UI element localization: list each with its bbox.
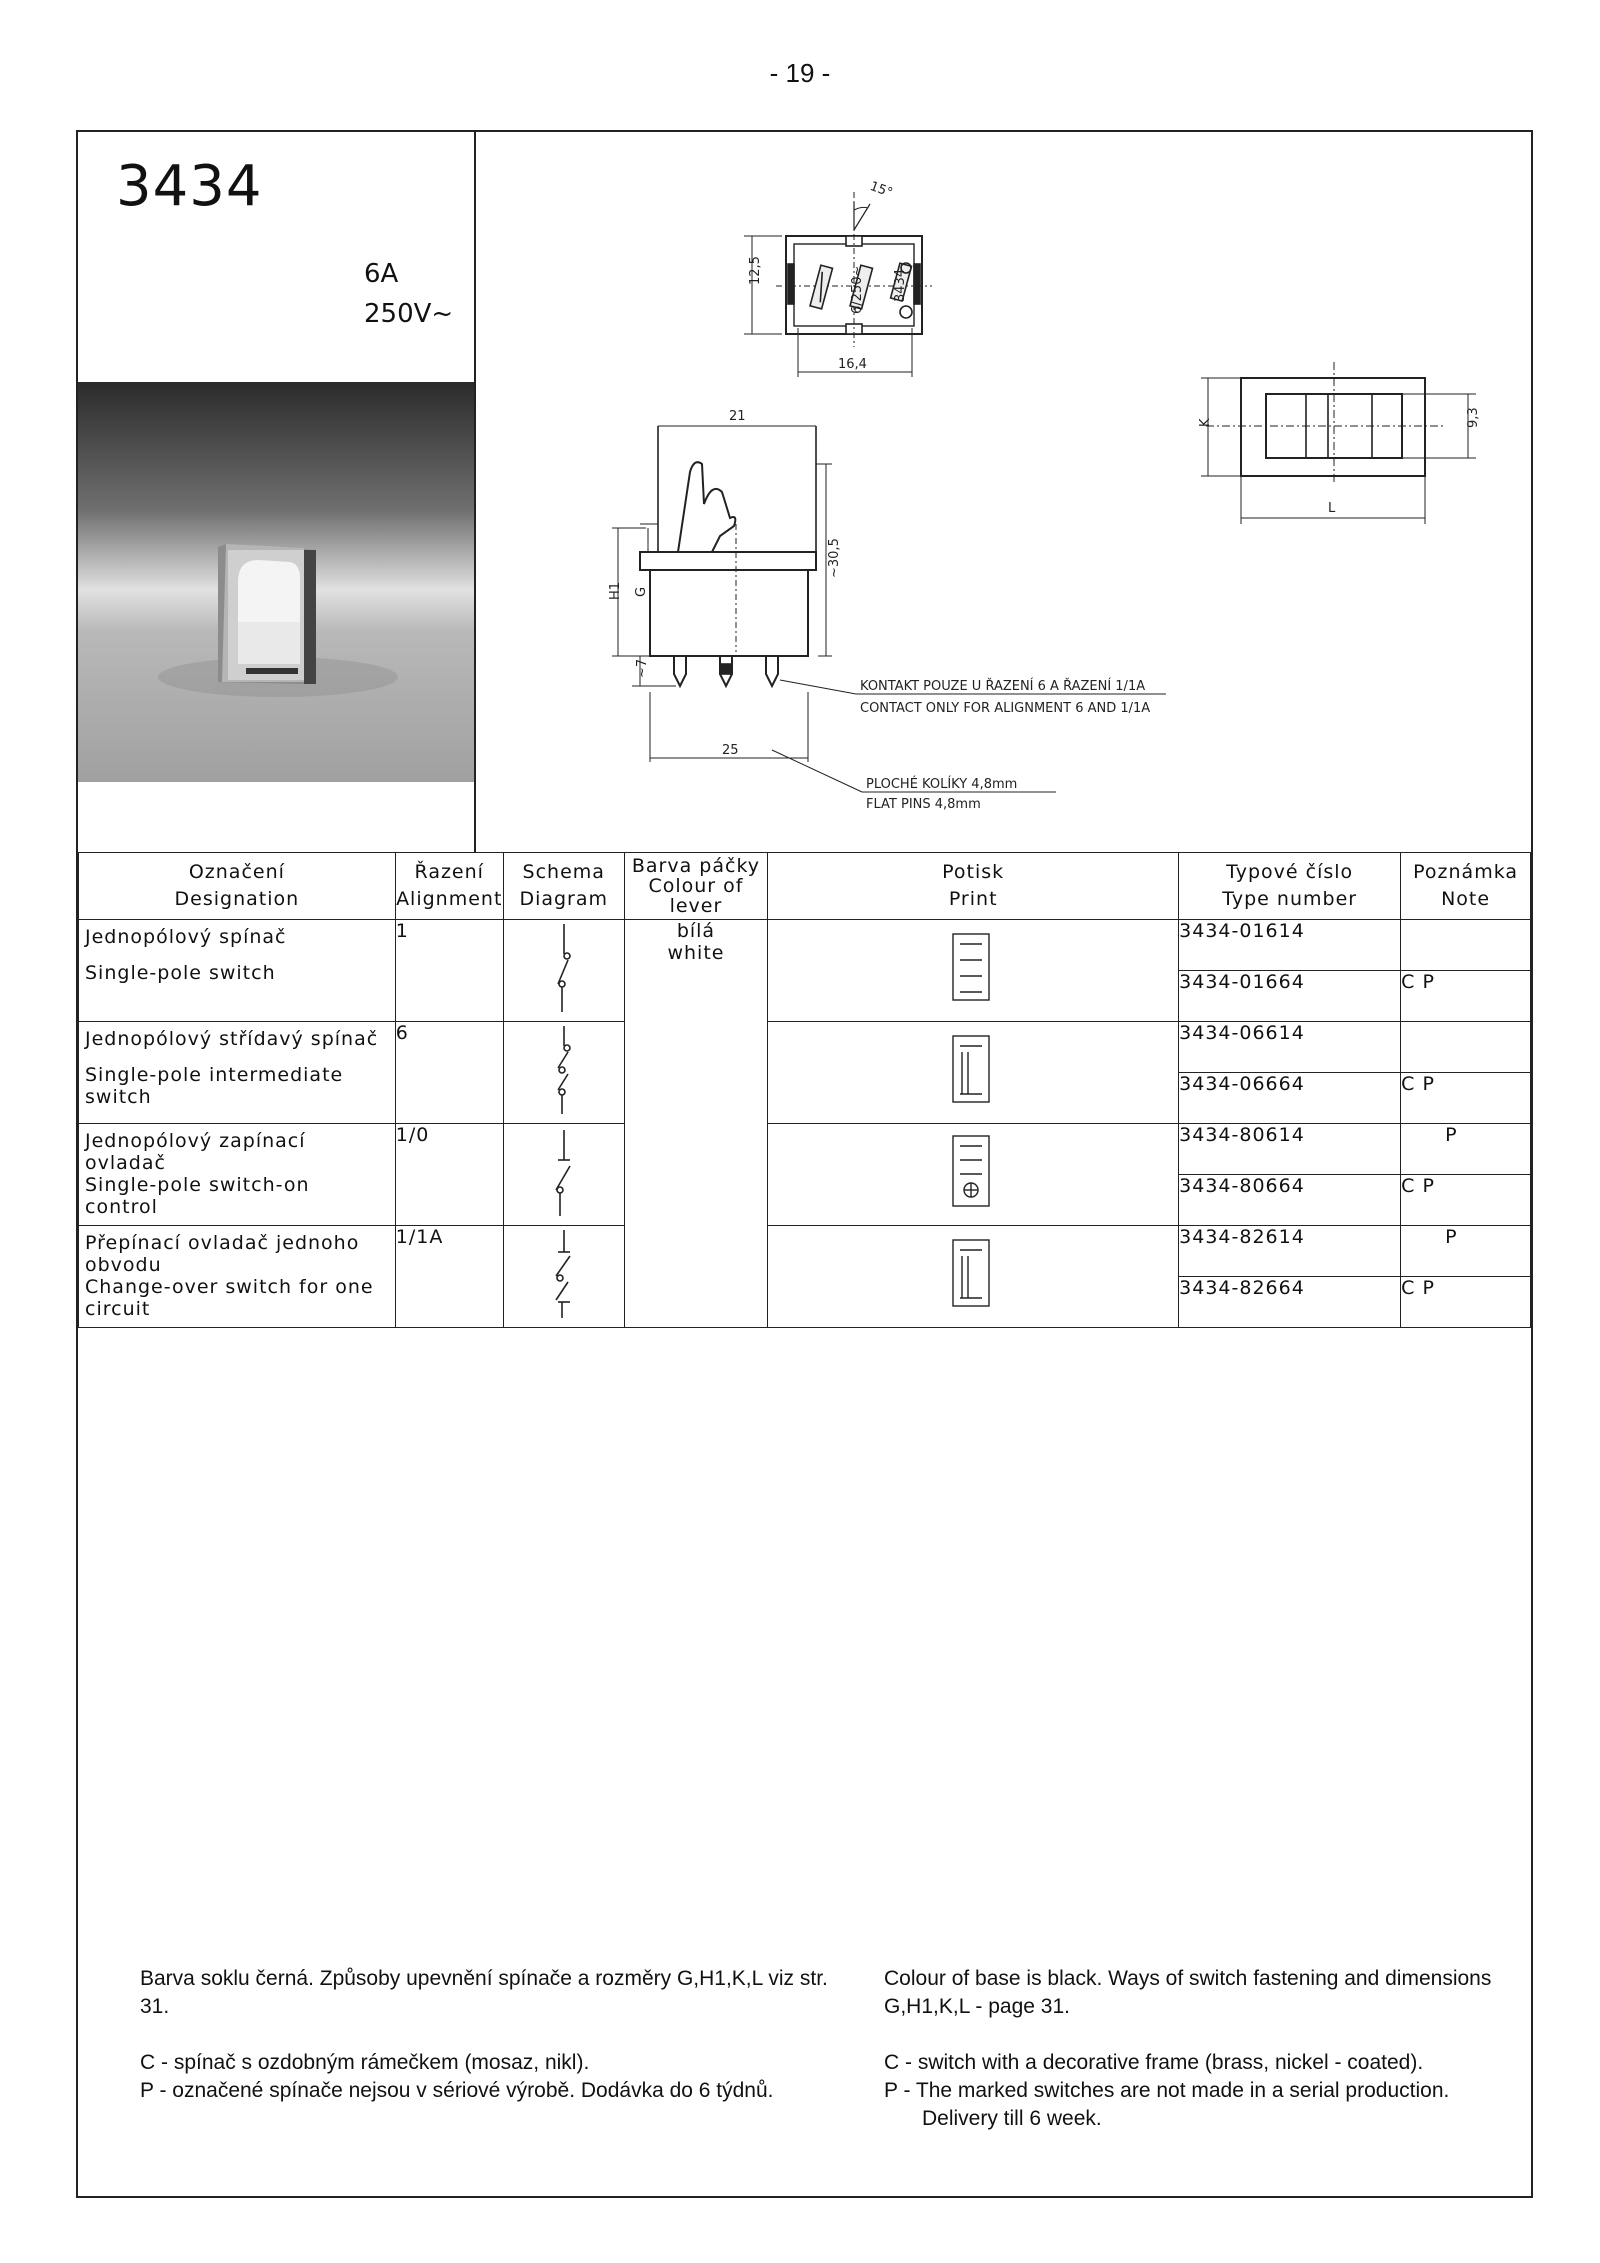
footer-p-cz: P - označené spínače nejsou v sériové výrobě. Dodávka do 6 týdnů.	[140, 2079, 774, 2102]
header-row	[79, 853, 1531, 920]
note-pins-cz: PLOCHÉ KOLÍKY 4,8mm	[866, 777, 1018, 792]
model-number: 3434	[116, 154, 263, 219]
note-contact-cz: KONTAKT POUZE U ŘAZENÍ 6 A ŘAZENÍ 1/1A	[860, 679, 1146, 694]
header-colour: Barva páčky Colour of lever	[624, 853, 767, 920]
voltage-rating: 250V~	[364, 299, 454, 329]
footer-notes-cz	[140, 1965, 840, 2119]
type-number: 3434-82664	[1179, 1277, 1401, 1328]
page-number: - 19 -	[769, 58, 831, 88]
footer-p-en: P - The marked switches are not made in a serial production.	[884, 2079, 1450, 2102]
type-number: 3434-82614	[1179, 1226, 1401, 1277]
print-icon-cell	[768, 1226, 1179, 1328]
table-row	[79, 920, 1531, 971]
technical-drawing	[476, 132, 1531, 852]
dim-l: L	[1328, 501, 1336, 516]
marking-rating: 6/250~	[850, 265, 865, 314]
side-view	[608, 409, 1166, 812]
footer-c-cz: C - spínač s ozdobným rámečkem (mosaz, nikl).	[140, 2051, 590, 2074]
marking-model: 3434	[893, 268, 908, 302]
header-note: Poznámka Note	[1401, 853, 1531, 920]
table-row	[79, 1022, 1531, 1073]
alignment-cell: 6	[395, 1022, 503, 1124]
footer-base-en: Colour of base is black. Ways of switch fastening and dimensions G,H1,K,L - page 31.	[884, 1967, 1492, 2018]
schema-diagram	[503, 1022, 624, 1124]
type-number: 3434-06664	[1179, 1073, 1401, 1124]
designation-cell: Jednopólový spínač Single-pole switch	[79, 920, 396, 1022]
header-alignment: Řazení Alignment	[395, 853, 503, 920]
dim-21: 21	[729, 409, 746, 424]
rating-block	[364, 254, 453, 334]
print-icon-cell	[768, 1022, 1179, 1124]
schema-diagram	[503, 1226, 624, 1328]
type-number: 3434-01664	[1179, 971, 1401, 1022]
schema-diagram	[503, 920, 624, 1022]
designation-cell: Jednopólový zapínací ovladač Single-pole switch-on control	[79, 1124, 396, 1226]
note-cell: P	[1401, 1226, 1531, 1277]
note-cell	[1401, 920, 1531, 971]
note-cell: C P	[1401, 1277, 1531, 1328]
header-type-number: Typové číslo Type number	[1179, 853, 1401, 920]
alignment-cell: 1/0	[395, 1124, 503, 1226]
footer-notes-en	[884, 1965, 1524, 2147]
top-view	[744, 179, 932, 377]
front-view	[1198, 362, 1481, 524]
header-designation: Označení Designation	[79, 853, 396, 920]
type-number: 3434-01614	[1179, 920, 1401, 971]
product-header	[78, 132, 476, 852]
table-row	[79, 1124, 1531, 1175]
footer-base-cz: Barva soklu černá. Způsoby upevnění spínače a rozměry G,H1,K,L viz str. 31.	[140, 1967, 828, 2018]
footer-c-en: C - switch with a decorative frame (brass, nickel - coated).	[884, 2051, 1424, 2074]
type-number: 3434-06614	[1179, 1022, 1401, 1073]
current-rating: 6A	[364, 259, 399, 289]
dim-12-5: 12,5	[748, 256, 763, 285]
product-photo	[78, 382, 474, 782]
print-icon-cell	[768, 1124, 1179, 1226]
note-cell	[1401, 1022, 1531, 1073]
alignment-cell: 1	[395, 920, 503, 1022]
note-cell: C P	[1401, 971, 1531, 1022]
header-print: Potisk Print	[768, 853, 1179, 920]
dim-16-4: 16,4	[838, 357, 867, 372]
dim-h1: H1	[608, 581, 623, 600]
dim-30-5: ~30,5	[827, 538, 842, 578]
header-diagram: Schema Diagram	[503, 853, 624, 920]
designation-cell: Jednopólový střídavý spínač Single-pole intermediate switch	[79, 1022, 396, 1124]
spec-table	[78, 852, 1531, 1328]
print-icon-cell	[768, 920, 1179, 1022]
dim-7: ~7	[635, 658, 650, 678]
designation-cell: Přepínací ovladač jednoho obvodu Change-over switch for one circuit	[79, 1226, 396, 1328]
lever-colour-cell: bílá white	[624, 920, 767, 1328]
note-cell: P	[1401, 1124, 1531, 1175]
type-number: 3434-80614	[1179, 1124, 1401, 1175]
dim-k: K	[1198, 418, 1213, 427]
table-row	[79, 1226, 1531, 1277]
schema-diagram	[503, 1124, 624, 1226]
footer-delivery-en: Delivery till 6 week.	[922, 2107, 1102, 2130]
switch-photo-image	[78, 382, 474, 782]
dim-9-3: 9,3	[1466, 407, 1481, 428]
datasheet-frame	[76, 130, 1533, 2198]
dim-g: G	[634, 586, 649, 597]
angle-dim: 15°	[867, 178, 895, 201]
type-number: 3434-80664	[1179, 1175, 1401, 1226]
note-cell: C P	[1401, 1175, 1531, 1226]
dim-25: 25	[722, 743, 739, 758]
note-cell: C P	[1401, 1073, 1531, 1124]
alignment-cell: 1/1A	[395, 1226, 503, 1328]
note-pins-en: FLAT PINS 4,8mm	[866, 797, 981, 812]
note-contact-en: CONTACT ONLY FOR ALIGNMENT 6 AND 1/1A	[860, 701, 1151, 716]
